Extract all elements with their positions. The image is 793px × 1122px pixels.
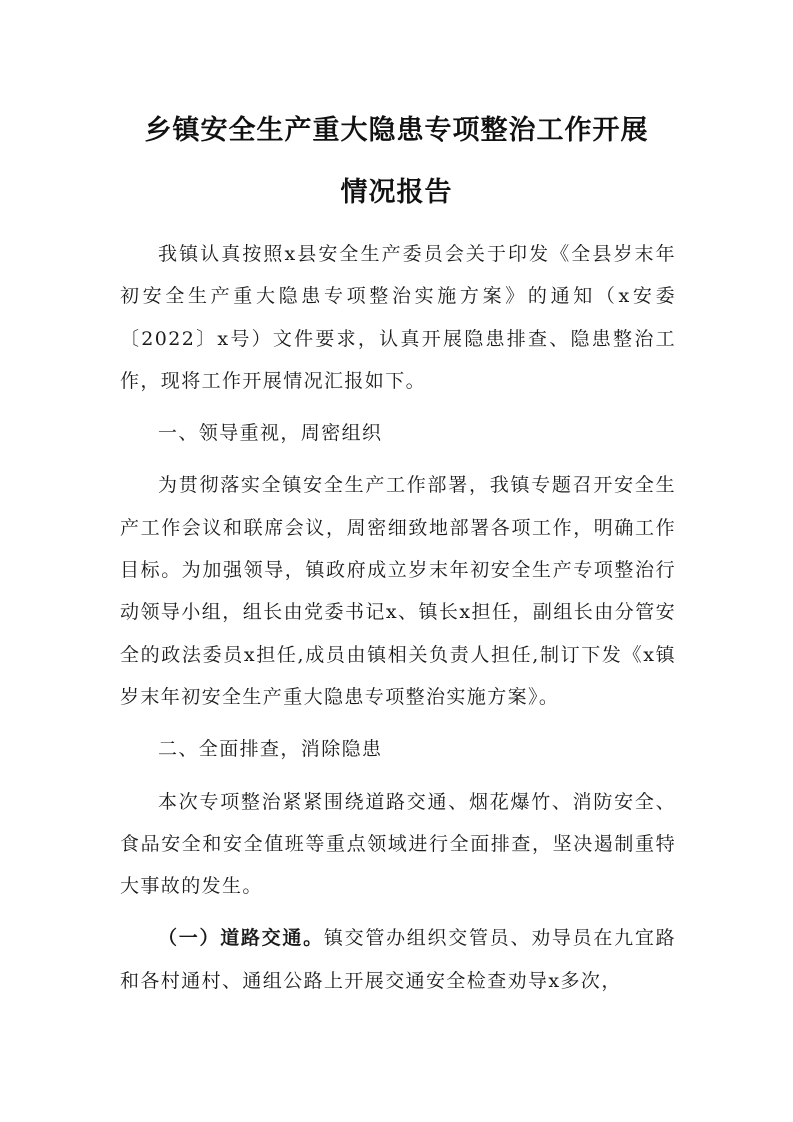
- item-1-paragraph: [120, 917, 676, 1002]
- section-heading-1: 一、领导重视，周密组织: [158, 422, 383, 445]
- intro-paragraph: 我镇认真按照x县安全生产委员会关于印发《全县岁末年初安全生产重大隐患专项整治实施方案》的通知（x安委〔2022〕x号）文件要求，认真开展隐患排查、隐患整治工作，现将工作开展情况汇报如下。: [120, 243, 676, 392]
- document-body: [120, 233, 676, 1012]
- document-title-line-1: 乡镇安全生产重大隐患专项整治工作开展: [144, 115, 649, 146]
- section-1-paragraph: 为贯彻落实全镇安全生产工作部署，我镇专题召开安全生产工作会议和联席会议，周密细致地部署各项工作，明确工作目标。为加强领导，镇政府成立岁末年初安全生产专项整治行动领导小组，组长由党委书记x、镇长x担任，副组长由分管安全的政法委员x担任,成员由镇相关负责人担任,制订下发《x镇岁末年初安全生产重大隐患专项整治实施方案》。: [120, 474, 676, 708]
- section-heading-2: 二、全面排查，消除隐患: [158, 738, 383, 761]
- item-1-lead: （一）道路交通。: [158, 927, 324, 950]
- section-2-paragraph: 本次专项整治紧紧围绕道路交通、烟花爆竹、消防安全、食品安全和安全值班等重点领域进行全面排查，坚决遏制重特大事故的发生。: [120, 790, 676, 898]
- item-1-text: 镇交管办组织交管员、劝导员在九宜路和各村通村、通组公路上开展交通安全检查劝导x多次，: [120, 927, 676, 992]
- document-title-line-2: 情况报告: [340, 177, 453, 208]
